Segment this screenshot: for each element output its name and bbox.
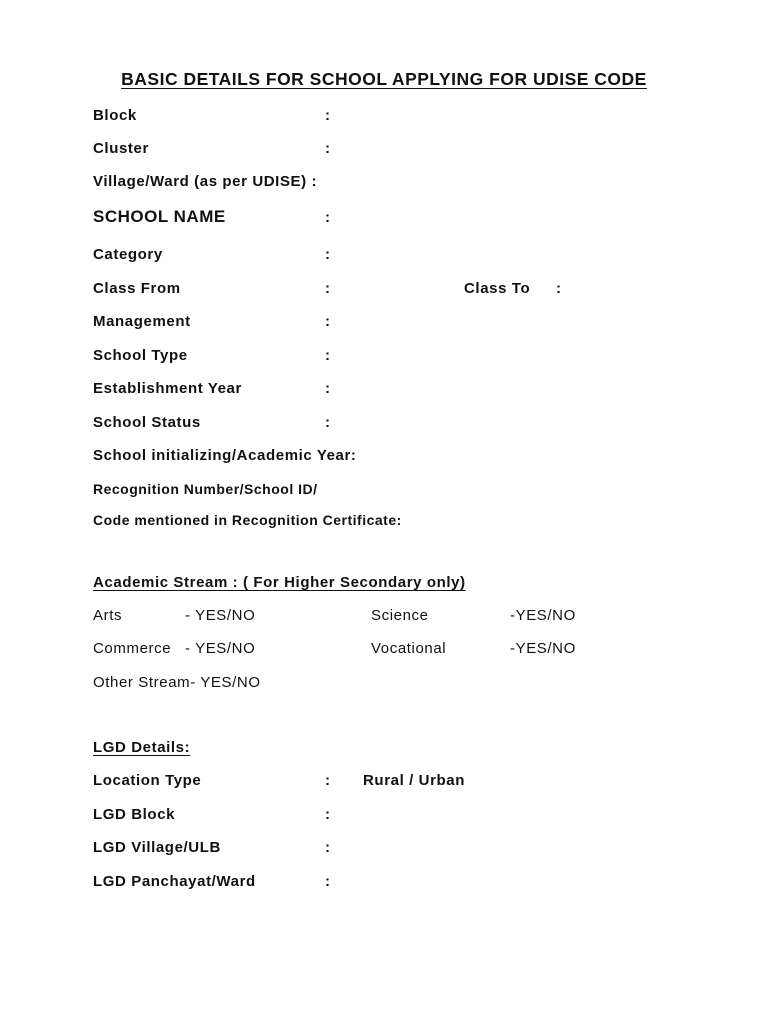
vocational-label: Vocational xyxy=(371,640,447,657)
location-type-value: Rural / Urban xyxy=(363,772,465,789)
management-colon: : xyxy=(325,313,331,330)
other-stream-label: Other Stream- YES/NO xyxy=(93,674,261,691)
lgd-block-colon: : xyxy=(325,806,331,823)
commerce-value: - YES/NO xyxy=(185,640,256,657)
lgd-block-label: LGD Block xyxy=(93,806,176,823)
location-type-label: Location Type xyxy=(93,772,202,789)
school-name-colon: : xyxy=(325,209,331,226)
school-type-colon: : xyxy=(325,347,331,364)
establishment-year-colon: : xyxy=(325,380,331,397)
block-colon: : xyxy=(325,107,331,124)
cluster-colon: : xyxy=(325,140,331,157)
vocational-value: -YES/NO xyxy=(510,640,576,657)
page-title: BASIC DETAILS FOR SCHOOL APPLYING FOR UDISE CODE xyxy=(121,69,647,89)
lgd-heading: LGD Details: xyxy=(93,739,191,756)
arts-label: Arts xyxy=(93,607,123,624)
class-to-colon: : xyxy=(556,280,562,297)
recognition-label-line2: Code mentioned in Recognition Certificate: xyxy=(93,512,402,528)
school-status-colon: : xyxy=(325,414,331,431)
category-label: Category xyxy=(93,246,163,263)
lgd-village-label: LGD Village/ULB xyxy=(93,839,221,856)
school-type-label: School Type xyxy=(93,347,188,364)
class-to-label: Class To xyxy=(464,280,531,297)
category-colon: : xyxy=(325,246,331,263)
management-label: Management xyxy=(93,313,191,330)
science-label: Science xyxy=(371,607,429,624)
school-name-label: SCHOOL NAME xyxy=(93,207,226,226)
academic-stream-heading: Academic Stream : ( For Higher Secondary only) xyxy=(93,574,466,591)
commerce-label: Commerce xyxy=(93,640,172,657)
lgd-village-colon: : xyxy=(325,839,331,856)
location-type-colon: : xyxy=(325,772,331,789)
school-status-label: School Status xyxy=(93,414,201,431)
arts-value: - YES/NO xyxy=(185,607,256,624)
village-ward-label: Village/Ward (as per UDISE) : xyxy=(93,173,318,190)
establishment-year-label: Establishment Year xyxy=(93,380,242,397)
science-value: -YES/NO xyxy=(510,607,576,624)
cluster-label: Cluster xyxy=(93,140,149,157)
lgd-panchayat-label: LGD Panchayat/Ward xyxy=(93,873,256,890)
block-label: Block xyxy=(93,107,137,124)
lgd-panchayat-colon: : xyxy=(325,873,331,890)
class-from-colon: : xyxy=(325,280,331,297)
class-from-label: Class From xyxy=(93,280,181,297)
recognition-label-line1: Recognition Number/School ID/ xyxy=(93,481,318,497)
academic-year-label: School initializing/Academic Year: xyxy=(93,447,357,464)
